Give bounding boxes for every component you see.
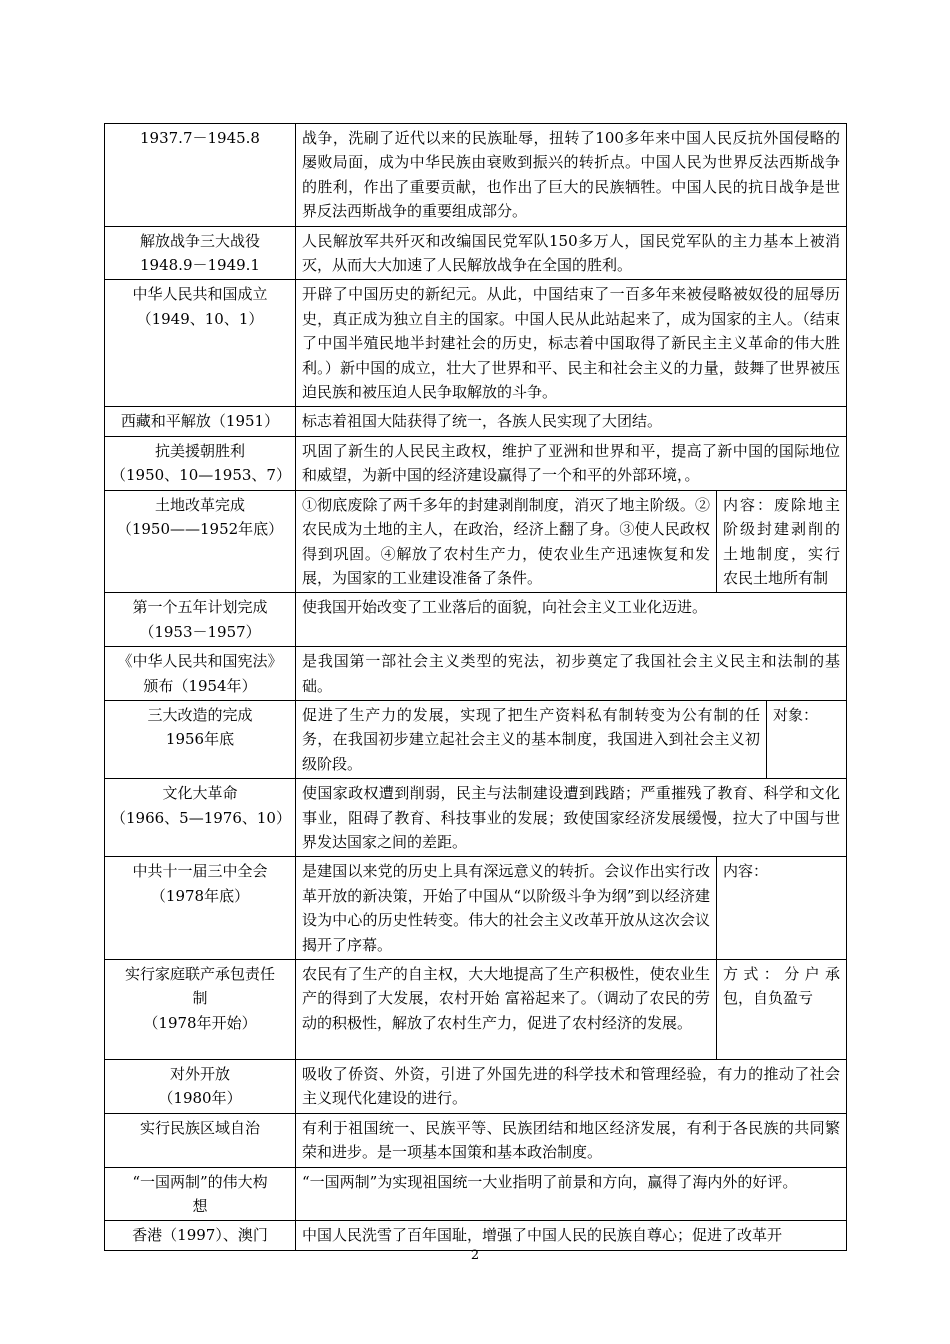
event-line: 中共十一届三中全会 [132, 862, 268, 881]
table-row [105, 1060, 847, 1114]
event-line: （1978年开始） [143, 1013, 257, 1032]
significance-cell: 是我国第一部社会主义类型的宪法，初步奠定了我国社会主义民主和法制的基础。 [296, 647, 847, 701]
event-cell [105, 1167, 296, 1221]
table-row [105, 700, 847, 778]
event-line: 中华人民共和国成立 [132, 285, 268, 304]
note-cell: 方式：分户承包，自负盈亏 [717, 960, 847, 1060]
event-line: 《中华人民共和国宪法》 [117, 652, 283, 671]
significance-cell: 开辟了中国历史的新纪元。从此，中国结束了一百多年来被侵略被奴役的屈辱历史，真正成为独立自主的国家。中国人民从此站起来了，成为国家的主人。（结束了中国半殖民地半封建社会的历史，标志着中国取得了新民主主义革命的伟大胜利。）新中国的成立，壮大了世界和平、民主和社会主义的力量，鼓舞了世界被压迫民族和被压迫人民争取解放的斗争。 [296, 280, 847, 407]
significance-cell: “一国两制”为实现祖国统一大业指明了前景和方向，赢得了海内外的好评。 [296, 1167, 847, 1221]
event-cell [105, 1113, 296, 1167]
table-row [105, 436, 847, 490]
table-row [105, 407, 847, 436]
event-line: 解放战争三大战役 [139, 231, 260, 250]
note-cell: 内容：废除地主阶级封建剥削的土地制度，实行农民土地所有制 [717, 490, 847, 593]
event-line: （1978年底） [150, 886, 250, 905]
event-cell [105, 960, 296, 1060]
event-line: （1949、10、1） [136, 309, 264, 328]
significance-cell: 人民解放军共歼灭和改编国民党军队150多万人，国民党军队的主力基本上被消灭，从而大大加速了人民解放战争在全国的胜利。 [296, 226, 847, 280]
note-cell: 内容： [717, 857, 847, 960]
significance-cell: 战争，洗刷了近代以来的民族耻辱，扭转了100多年来中国人民反抗外国侵略的屡败局面，成为中华民族由衰败到振兴的转折点。中国人民为世界反法西斯战争的胜利，作出了重要贡献，也作出了巨大的民族牺牲。中国人民的抗日战争是世界反法西斯战争的重要组成部分。 [296, 124, 847, 227]
event-line: 颁布（1954年） [143, 676, 257, 695]
table-row [105, 593, 847, 647]
table-row [105, 490, 847, 593]
significance-cell: 促进了生产力的发展，实现了把生产资料私有制转变为公有制的任务，在我国初步建立起社会主义的基本制度，我国进入到社会主义初级阶段。 [296, 700, 767, 778]
event-cell [105, 593, 296, 647]
significance-cell: 吸收了侨资、外资，引进了外国先进的科学技术和管理经验，有力的推动了社会主义现代化建设的进行。 [296, 1060, 847, 1114]
significance-cell: 巩固了新生的人民民主政权，维护了亚洲和世界和平，提高了新中国的国际地位和威望，为新中国的经济建设赢得了一个和平的外部环境，。 [296, 436, 847, 490]
table-row [105, 647, 847, 701]
history-events-table [104, 123, 847, 1251]
event-cell [105, 647, 296, 701]
table-row [105, 1167, 847, 1221]
significance-cell: 农民有了生产的自主权，大大地提高了生产积极性，使农业生产的得到了大发展，农村开始 富裕起来了。（调动了农民的劳动的积极性，解放了农村生产力，促进了农村经济的发展。 [296, 960, 717, 1060]
table-row [105, 1221, 847, 1250]
event-line: 制 [192, 989, 208, 1008]
table-row [105, 280, 847, 407]
event-cell [105, 1221, 296, 1250]
event-line: 实行民族区域自治 [139, 1118, 260, 1137]
event-line: 1937.7－1945.8 [140, 129, 260, 147]
note-cell: 对象： [767, 700, 847, 778]
event-line: “一国两制”的伟大构 [132, 1172, 268, 1191]
event-cell [105, 280, 296, 407]
event-cell [105, 407, 296, 436]
significance-cell: 使我国开始改变了工业落后的面貌，向社会主义工业化迈进。 [296, 593, 847, 647]
event-cell [105, 124, 296, 227]
event-line: （1953－1957） [139, 622, 261, 641]
event-cell [105, 857, 296, 960]
event-line: 对外开放 [169, 1065, 230, 1083]
significance-cell: ①彻底废除了两千多年的封建剥削制度，消灭了地主阶级。②农民成为土地的主人，在政治，经济上翻了身。③使人民政权得到巩固。④解放了农村生产力，使农业生产迅速恢复和发展，为国家的工业建设准备了条件。 [296, 490, 717, 593]
table-row [105, 857, 847, 960]
significance-cell: 有利于祖国统一、民族平等、民族团结和地区经济发展，有利于各民族的共同繁荣和进步。是一项基本国策和基本政治制度。 [296, 1113, 847, 1167]
table-row [105, 779, 847, 857]
event-line: （1950——1952年底） [116, 520, 284, 539]
event-line: （1950、10—1953、7） [111, 466, 291, 485]
table-row [105, 960, 847, 1060]
event-cell [105, 490, 296, 593]
event-cell [105, 1060, 296, 1114]
event-line: 文化大革命 [162, 784, 238, 803]
event-line: 实行家庭联产承包责任 [124, 965, 275, 983]
significance-cell: 是建国以来党的历史上具有深远意义的转折。会议作出实行改革开放的新决策，开始了中国从“以阶级斗争为纲”到以经济建设为中心的历史性转变。伟大的社会主义改革开放从这次会议揭开了序幕。 [296, 857, 717, 960]
event-line: 香港（1997）、澳门 [132, 1226, 268, 1245]
event-line: 1948.9－1949.1 [140, 256, 260, 275]
event-cell [105, 226, 296, 280]
event-line: 抗美援朝胜利 [154, 441, 245, 460]
page-number: 2 [470, 1248, 480, 1263]
significance-cell: 中国人民洗雪了百年国耻，增强了中国人民的民族自尊心；促进了改革开 [296, 1221, 847, 1250]
event-cell [105, 436, 296, 490]
event-line: 三大改造的完成 [147, 705, 253, 724]
event-line: 土地改革完成 [154, 495, 245, 514]
event-line: 第一个五年计划完成 [132, 598, 268, 617]
significance-cell: 使国家政权遭到削弱，民主与法制建设遭到践踏；严重摧残了教育、科学和文化事业，阻碍了教育、科技事业的发展；致使国家经济发展缓慢，拉大了中国与世界发达国家之间的差距。 [296, 779, 847, 857]
table-row [105, 226, 847, 280]
significance-cell: 标志着祖国大陆获得了统一，各族人民实现了大团结。 [296, 407, 847, 436]
table-row [105, 1113, 847, 1167]
table-row [105, 124, 847, 227]
event-line: （1966、5—1976、10） [111, 808, 291, 827]
event-line: （1980年） [158, 1089, 242, 1108]
event-line: 西藏和平解放（1951） [120, 412, 280, 431]
event-cell [105, 700, 296, 778]
event-line: 1956年底 [165, 730, 235, 749]
event-line: 想 [192, 1197, 208, 1216]
event-cell [105, 779, 296, 857]
